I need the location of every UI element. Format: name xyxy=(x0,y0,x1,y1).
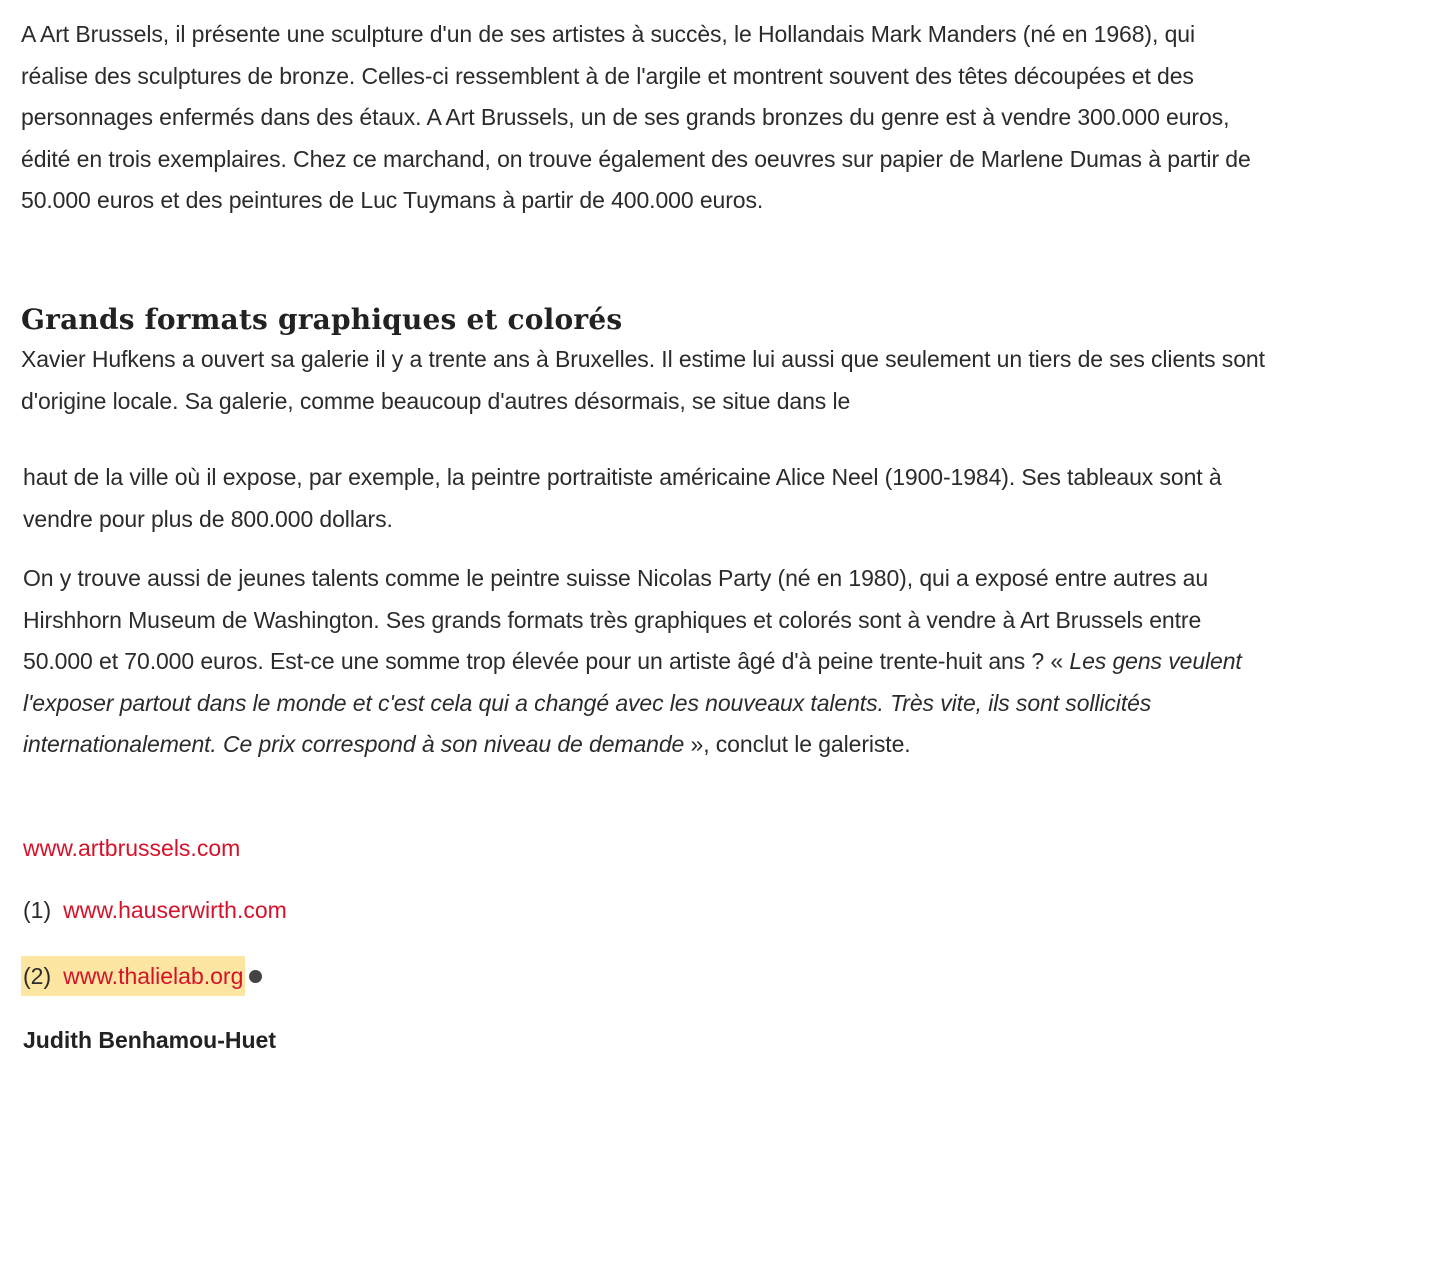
article-paragraph: haut de la ville où il expose, par exemple, la peintre portraitiste américaine Alice Neel (1900-1984). Ses tableaux sont à vendre pour plus de 800.000 dollars. xyxy=(23,464,1222,532)
article-paragraph xyxy=(23,558,1263,766)
article-paragraph: Xavier Hufkens a ouvert sa galerie il y a trente ans à Bruxelles. Il estime lui aussi que seulement un tiers de ses clients sont d'origine locale. Sa galerie, comme beaucoup d'autres désormais, se situe dans le xyxy=(21,346,1265,414)
paragraph-text: On y trouve aussi de jeunes talents comme le peintre suisse Nicolas Party (né en 1980), qui a exposé entre autres au Hirshhorn Museum de Washington. Ses grands formats très graphiques et colorés sont à vendre à Art Brussels entre 50.000 et 70.000 euros. Est-ce une somme trop élevée pour un artiste âgé d'à peine trente-huit ans ? « xyxy=(23,565,1209,674)
gallerist-quote: Les gens veulent l'exposer partout dans le monde et c'est cela qui a changé avec les nouveaux talents. Très vite, ils sont sollicités internationalement. Ce prix correspond à son niveau de demande xyxy=(23,648,1242,757)
section-heading: Grands formats graphiques et colorés xyxy=(21,303,623,336)
bullet-dot-icon xyxy=(249,970,262,983)
artbrussels-link[interactable]: www.artbrussels.com xyxy=(23,835,241,861)
reference-1 xyxy=(23,894,287,926)
reference-marker: (1) xyxy=(23,897,52,923)
reference-2 xyxy=(23,956,262,996)
main-link-line xyxy=(23,832,240,864)
hauserwirth-link[interactable]: www.hauserwirth.com xyxy=(63,897,287,923)
paragraph-text: », conclut le galeriste. xyxy=(684,731,911,757)
reference-marker: (2) xyxy=(23,963,52,989)
text-highlight xyxy=(21,956,245,996)
article-paragraph: A Art Brussels, il présente une sculpture d'un de ses artistes à succès, le Hollandais Mark Manders (né en 1968), qui réalise des sculptures de bronze. Celles-ci ressemblent à de l'argile et montrent souvent des têtes découpées et des personnages enfermés dans des étaux. A Art Brussels, un de ses grands bronzes du genre est à vendre 300.000 euros, édité en trois exemplaires. Chez ce marchand, on trouve également des oeuvres sur papier de Marlene Dumas à partir de 50.000 euros et des peintures de Luc Tuymans à partir de 400.000 euros. xyxy=(21,21,1251,213)
thalielab-link[interactable]: www.thalielab.org xyxy=(63,963,244,989)
article-author: Judith Benhamou-Huet xyxy=(23,1027,276,1053)
